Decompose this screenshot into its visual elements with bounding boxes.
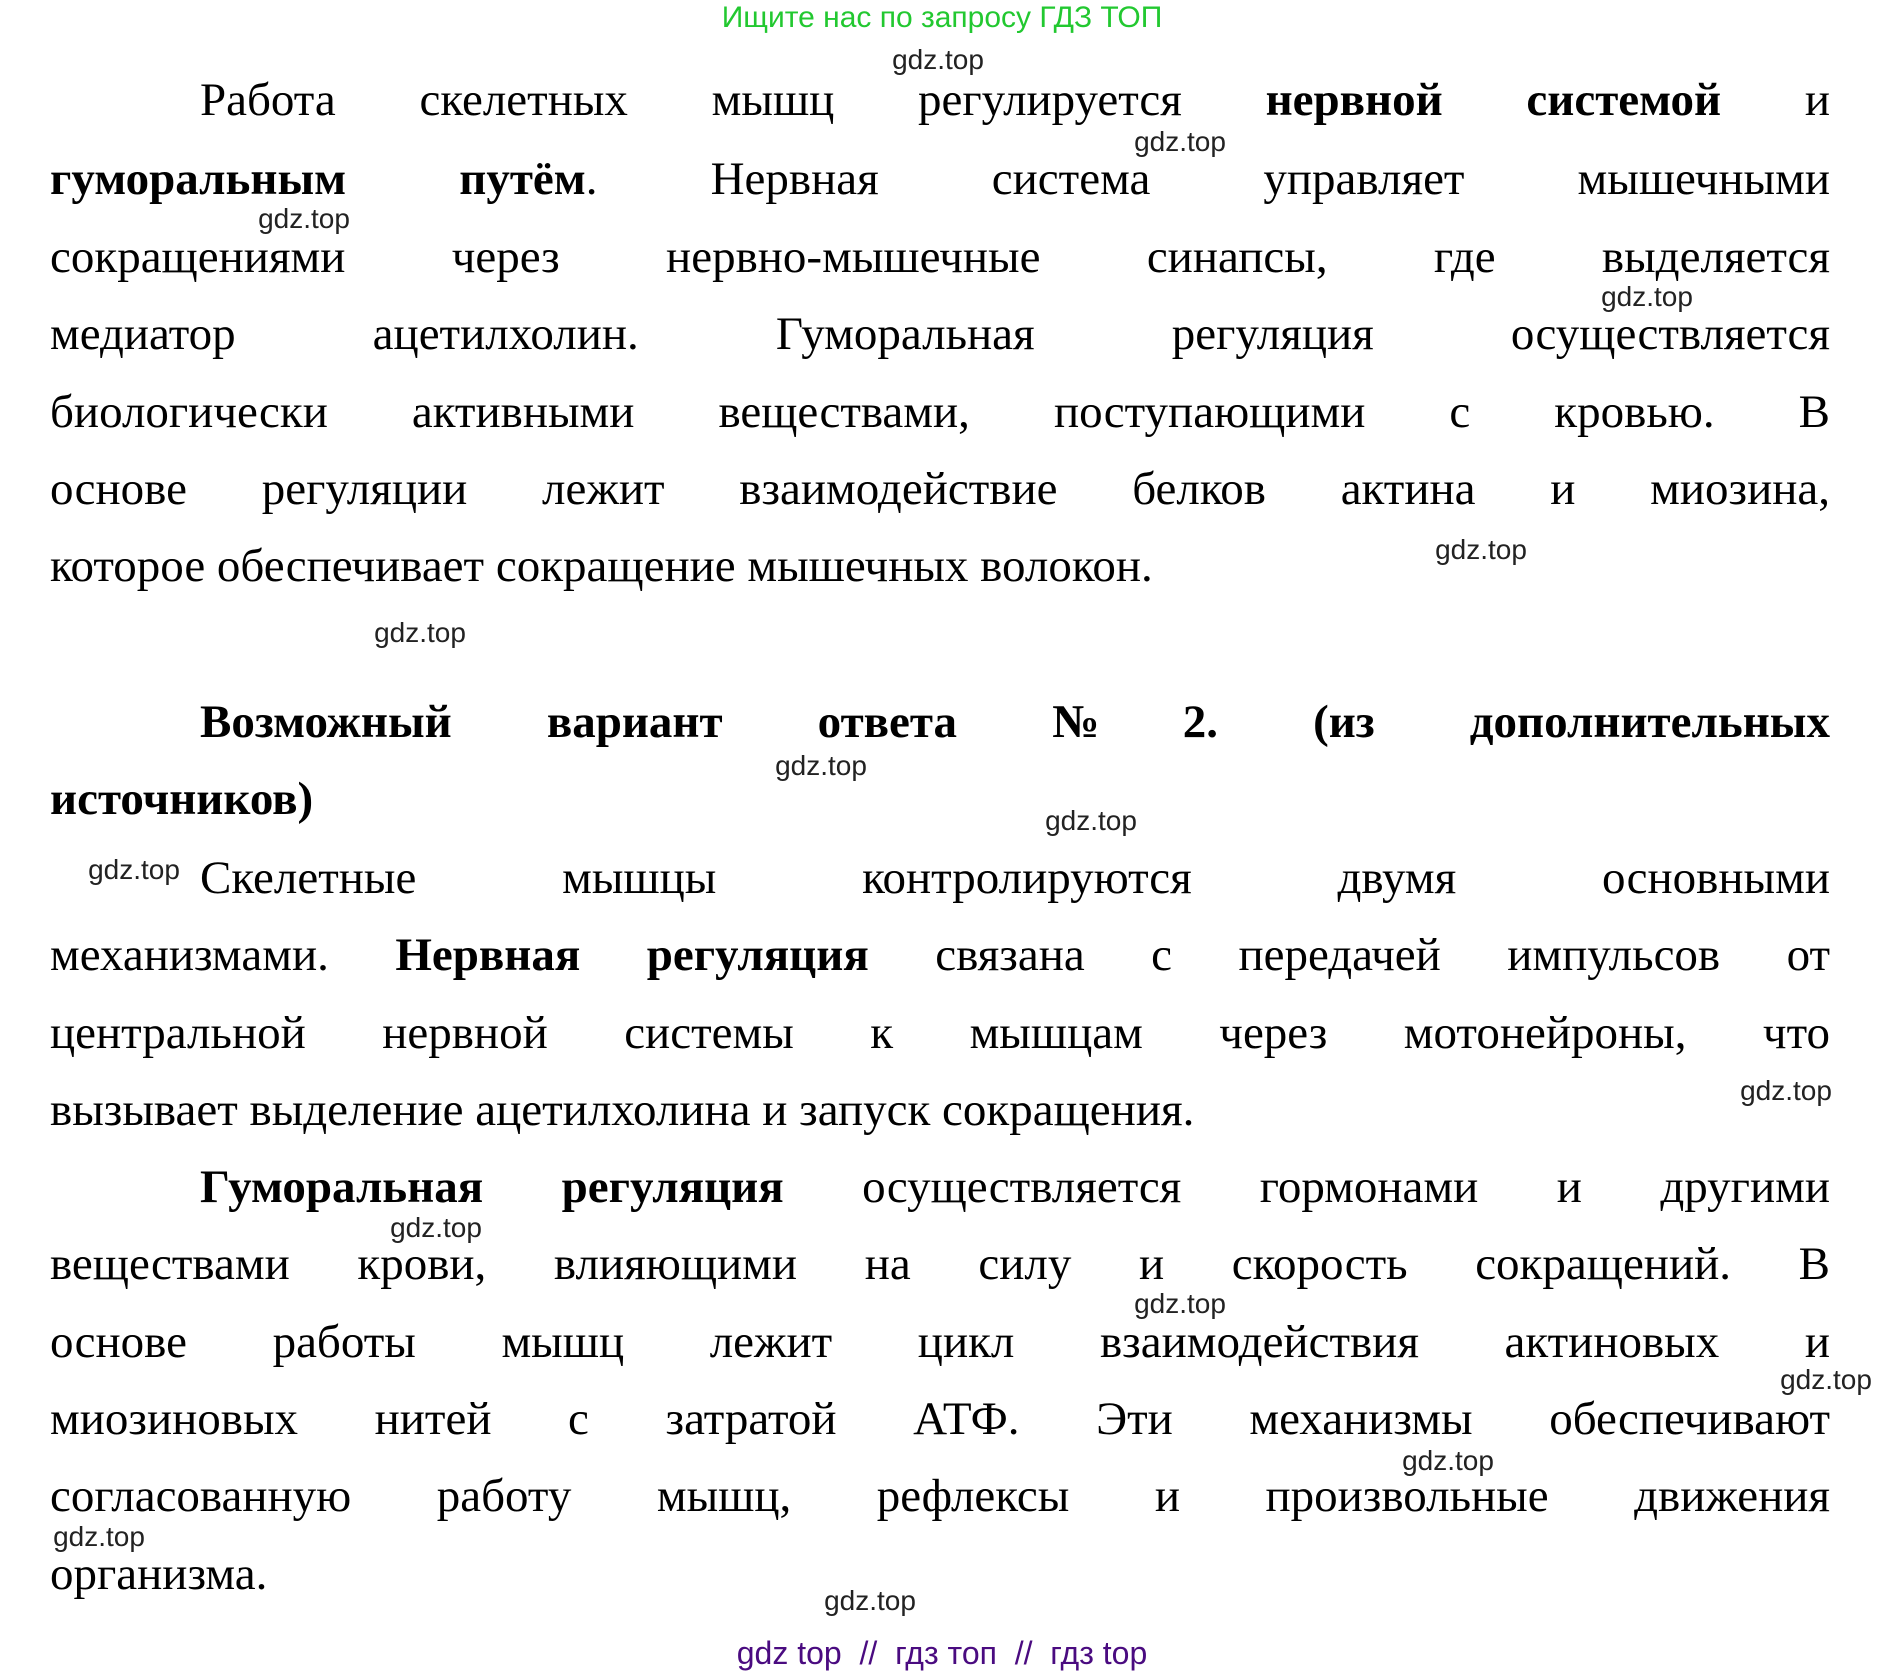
paragraph1-line6: основе регуляции лежит взаимодействие белков актина и миозина, [50, 463, 1830, 515]
paragraph3-line6: организма. [50, 1548, 268, 1600]
watermark-text: gdz.top [390, 1212, 482, 1243]
watermark-text: gdz.top [88, 854, 180, 885]
watermark-text: gdz.top [374, 617, 466, 648]
paragraph2-line3: центральной нервной системы к мышцам через мотонейроны, что [50, 1007, 1830, 1059]
paragraph3-line5: согласованную работу мышц, рефлексы и произвольные движения [50, 1470, 1830, 1522]
watermark-text: gdz.top [1780, 1364, 1872, 1395]
answer-heading-line2: источников) [50, 773, 314, 825]
paragraph3-line2: веществами крови, влияющими на силу и скорость сокращений. В [50, 1238, 1830, 1290]
paragraph2-line1: Скелетные мышцы контролируются двумя основными [200, 852, 1830, 904]
watermark-text: gdz.top [1402, 1445, 1494, 1476]
watermark-text: gdz.top [1435, 534, 1527, 565]
paragraph1-line4: медиатор ацетилхолин. Гуморальная регуляция осуществляется [50, 308, 1830, 360]
watermark-text: gdz.top [775, 750, 867, 781]
watermark-text: gdz.top [53, 1521, 145, 1552]
watermark-text: gdz.top [1601, 281, 1693, 312]
paragraph3-line4: миозиновых нитей с затратой АТФ. Эти механизмы обеспечивают [50, 1393, 1830, 1445]
paragraph2-line2: механизмами. Нервная регуляция связана с передачей импульсов от [50, 929, 1830, 981]
paragraph1-line7: которое обеспечивает сокращение мышечных волокон. [50, 540, 1153, 592]
paragraph1-line2: гуморальным путём. Нервная система управляет мышечными [50, 153, 1830, 205]
watermark-text: gdz.top [1134, 126, 1226, 157]
watermark-text: gdz.top [824, 1585, 916, 1616]
paragraph3-line3: основе работы мышц лежит цикл взаимодействия актиновых и [50, 1316, 1830, 1368]
paragraph2-line4: вызывает выделение ацетилхолина и запуск сокращения. [50, 1084, 1195, 1136]
paragraph1-line1: Работа скелетных мышц регулируется нервной системой и [200, 74, 1830, 126]
paragraph3-line1: Гуморальная регуляция осуществляется гормонами и другими [200, 1161, 1831, 1213]
watermark-text: gdz.top [892, 44, 984, 75]
paragraph1-line5: биологически активными веществами, поступающими с кровью. В [50, 386, 1830, 438]
watermark-text: gdz.top [1740, 1075, 1832, 1106]
paragraph1-line3: сокращениями через нервно-мышечные синапсы, где выделяется [50, 231, 1830, 283]
answer-heading-line1: Возможный вариант ответа №2. (из дополнительных [200, 696, 1830, 748]
footer-links: gdz top // гдз топ // гдз top [736, 1635, 1148, 1671]
watermark-text: gdz.top [1045, 805, 1137, 836]
search-banner: Ищите нас по запросу ГДЗ ТОП [721, 1, 1163, 34]
watermark-text: gdz.top [1134, 1288, 1226, 1319]
watermark-text: gdz.top [258, 203, 350, 234]
